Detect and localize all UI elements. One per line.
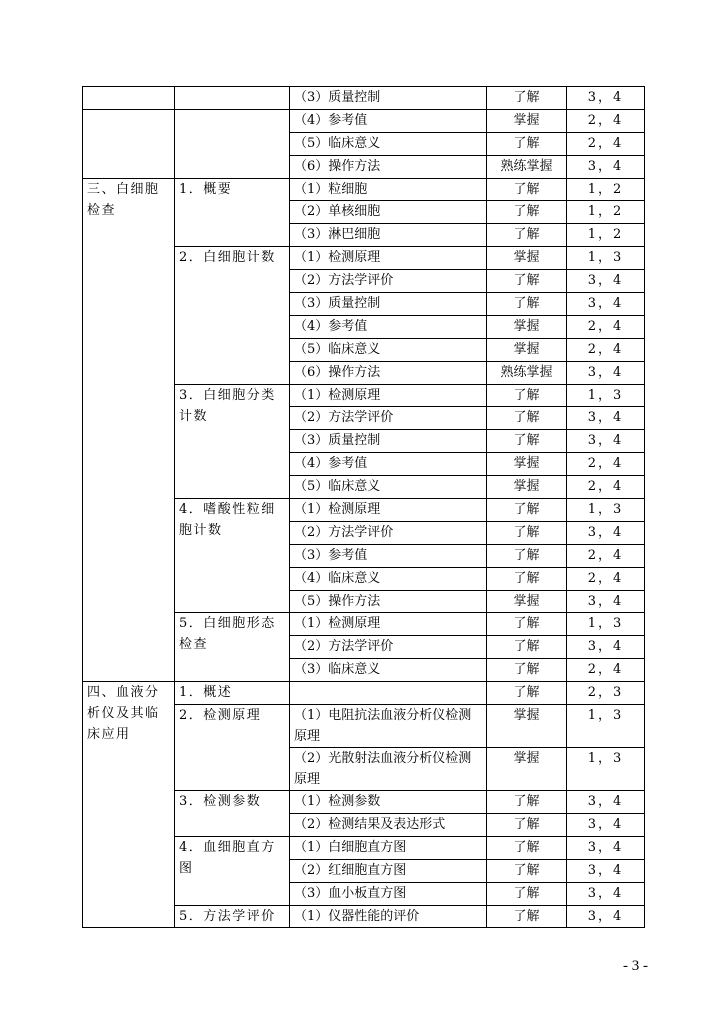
level-cell: 2，4 — [567, 453, 645, 476]
level-cell: 1，3 — [567, 384, 645, 407]
content-cell: （5）临床意义 — [290, 476, 487, 499]
content-cell: （1）检测原理 — [290, 384, 487, 407]
table-row — [83, 178, 645, 201]
requirement-cell: 了解 — [487, 270, 567, 293]
content-cell: （2）方法学评价 — [290, 521, 487, 544]
level-cell: 3，4 — [567, 636, 645, 659]
level-cell: 3，4 — [567, 590, 645, 613]
content-cell: （2）方法学评价 — [290, 270, 487, 293]
content-cell: （6）操作方法 — [290, 155, 487, 178]
requirement-cell: 了解 — [487, 87, 567, 110]
content-cell: （1）仪器性能的评价 — [290, 905, 487, 928]
level-cell: 1，3 — [567, 613, 645, 636]
requirement-cell: 了解 — [487, 384, 567, 407]
content-cell: （2）方法学评价 — [290, 407, 487, 430]
requirement-cell: 熟练掌握 — [487, 361, 567, 384]
level-cell: 1，3 — [567, 748, 645, 791]
level-cell: 3，4 — [567, 859, 645, 882]
content-cell: （3）淋巴细胞 — [290, 224, 487, 247]
content-cell: （2）单核细胞 — [290, 201, 487, 224]
level-cell: 1，3 — [567, 705, 645, 748]
level-cell: 3，4 — [567, 407, 645, 430]
level-cell: 2，4 — [567, 544, 645, 567]
requirement-cell: 掌握 — [487, 338, 567, 361]
section-cell: 四、血液分析仪及其临床应用 — [83, 682, 175, 928]
requirement-cell: 了解 — [487, 836, 567, 859]
topic-cell: 1．概述 — [175, 682, 290, 705]
requirement-cell: 了解 — [487, 813, 567, 836]
level-cell: 2，4 — [567, 476, 645, 499]
content-cell — [290, 682, 487, 705]
content-cell: （4）参考值 — [290, 315, 487, 338]
content-cell: （2）方法学评价 — [290, 636, 487, 659]
level-cell: 2，4 — [567, 315, 645, 338]
content-cell: （4）参考值 — [290, 453, 487, 476]
content-cell: （3）临床意义 — [290, 659, 487, 682]
level-cell: 2，4 — [567, 567, 645, 590]
requirement-cell: 了解 — [487, 499, 567, 522]
table-row — [83, 87, 645, 110]
requirement-cell: 了解 — [487, 636, 567, 659]
requirement-cell: 了解 — [487, 882, 567, 905]
requirement-cell: 掌握 — [487, 476, 567, 499]
content-cell: （5）临床意义 — [290, 132, 487, 155]
requirement-cell: 了解 — [487, 224, 567, 247]
level-cell: 3，4 — [567, 521, 645, 544]
requirement-cell: 掌握 — [487, 705, 567, 748]
requirement-cell: 掌握 — [487, 748, 567, 791]
topic-cell — [175, 87, 290, 110]
requirement-cell: 了解 — [487, 791, 567, 814]
topic-cell: 4．嗜酸性粒细胞计数 — [175, 499, 290, 613]
requirement-cell: 熟练掌握 — [487, 155, 567, 178]
topic-cell: 3．白细胞分类计数 — [175, 384, 290, 498]
topic-cell: 5．方法学评价 — [175, 905, 290, 928]
requirement-cell: 了解 — [487, 613, 567, 636]
topic-cell: 2．检测原理 — [175, 705, 290, 791]
requirement-cell: 掌握 — [487, 247, 567, 270]
level-cell: 2，3 — [567, 682, 645, 705]
content-cell: （1）白细胞直方图 — [290, 836, 487, 859]
content-cell: （6）操作方法 — [290, 361, 487, 384]
requirement-cell: 了解 — [487, 905, 567, 928]
level-cell: 3，4 — [567, 813, 645, 836]
level-cell: 2，4 — [567, 659, 645, 682]
section-cell: 三、白细胞检查 — [83, 178, 175, 682]
requirement-cell: 了解 — [487, 682, 567, 705]
level-cell: 3，4 — [567, 270, 645, 293]
content-cell: （1）电阻抗法血液分析仪检测原理 — [290, 705, 487, 748]
topic-cell: 5．白细胞形态检查 — [175, 613, 290, 682]
requirement-cell: 了解 — [487, 293, 567, 316]
level-cell: 3，4 — [567, 155, 645, 178]
table-row — [83, 682, 645, 705]
content-cell: （1）检测原理 — [290, 613, 487, 636]
content-cell: （1）检测参数 — [290, 791, 487, 814]
level-cell: 3，4 — [567, 361, 645, 384]
content-cell: （2）检测结果及表达形式 — [290, 813, 487, 836]
requirement-cell: 掌握 — [487, 109, 567, 132]
table-row — [83, 109, 645, 132]
content-cell: （2）红细胞直方图 — [290, 859, 487, 882]
level-cell: 1，2 — [567, 201, 645, 224]
level-cell: 1，3 — [567, 499, 645, 522]
page-number: - 3 - — [623, 958, 648, 974]
content-cell: （3）质量控制 — [290, 293, 487, 316]
topic-cell: 4．血细胞直方图 — [175, 836, 290, 905]
level-cell: 3，4 — [567, 430, 645, 453]
requirement-cell: 了解 — [487, 567, 567, 590]
requirement-cell: 了解 — [487, 201, 567, 224]
level-cell: 3，4 — [567, 791, 645, 814]
section-cell — [83, 109, 175, 178]
level-cell: 3，4 — [567, 87, 645, 110]
content-cell: （5）临床意义 — [290, 338, 487, 361]
section-cell — [83, 87, 175, 110]
level-cell: 3，4 — [567, 293, 645, 316]
requirement-cell: 了解 — [487, 178, 567, 201]
requirement-cell: 了解 — [487, 132, 567, 155]
requirement-cell: 掌握 — [487, 315, 567, 338]
content-cell: （4）参考值 — [290, 109, 487, 132]
level-cell: 2，4 — [567, 109, 645, 132]
content-cell: （3）质量控制 — [290, 430, 487, 453]
syllabus-table — [82, 86, 645, 928]
level-cell: 3，4 — [567, 905, 645, 928]
requirement-cell: 掌握 — [487, 590, 567, 613]
level-cell: 1，2 — [567, 224, 645, 247]
content-cell: （3）血小板直方图 — [290, 882, 487, 905]
requirement-cell: 了解 — [487, 544, 567, 567]
content-cell: （3）质量控制 — [290, 87, 487, 110]
topic-cell: 2．白细胞计数 — [175, 247, 290, 384]
content-cell: （5）操作方法 — [290, 590, 487, 613]
topic-cell: 3．检测参数 — [175, 791, 290, 837]
content-cell: （1）检测原理 — [290, 247, 487, 270]
requirement-cell: 了解 — [487, 430, 567, 453]
requirement-cell: 掌握 — [487, 453, 567, 476]
level-cell: 2，4 — [567, 132, 645, 155]
level-cell: 3，4 — [567, 836, 645, 859]
content-cell: （3）参考值 — [290, 544, 487, 567]
requirement-cell: 了解 — [487, 659, 567, 682]
requirement-cell: 了解 — [487, 407, 567, 430]
content-cell: （1）检测原理 — [290, 499, 487, 522]
requirement-cell: 了解 — [487, 521, 567, 544]
level-cell: 1，3 — [567, 247, 645, 270]
level-cell: 3，4 — [567, 882, 645, 905]
topic-cell: 1．概要 — [175, 178, 290, 247]
requirement-cell: 了解 — [487, 859, 567, 882]
content-cell: （4）临床意义 — [290, 567, 487, 590]
level-cell: 1，2 — [567, 178, 645, 201]
topic-cell — [175, 109, 290, 178]
content-cell: （1）粒细胞 — [290, 178, 487, 201]
level-cell: 2，4 — [567, 338, 645, 361]
content-cell: （2）光散射法血液分析仪检测原理 — [290, 748, 487, 791]
